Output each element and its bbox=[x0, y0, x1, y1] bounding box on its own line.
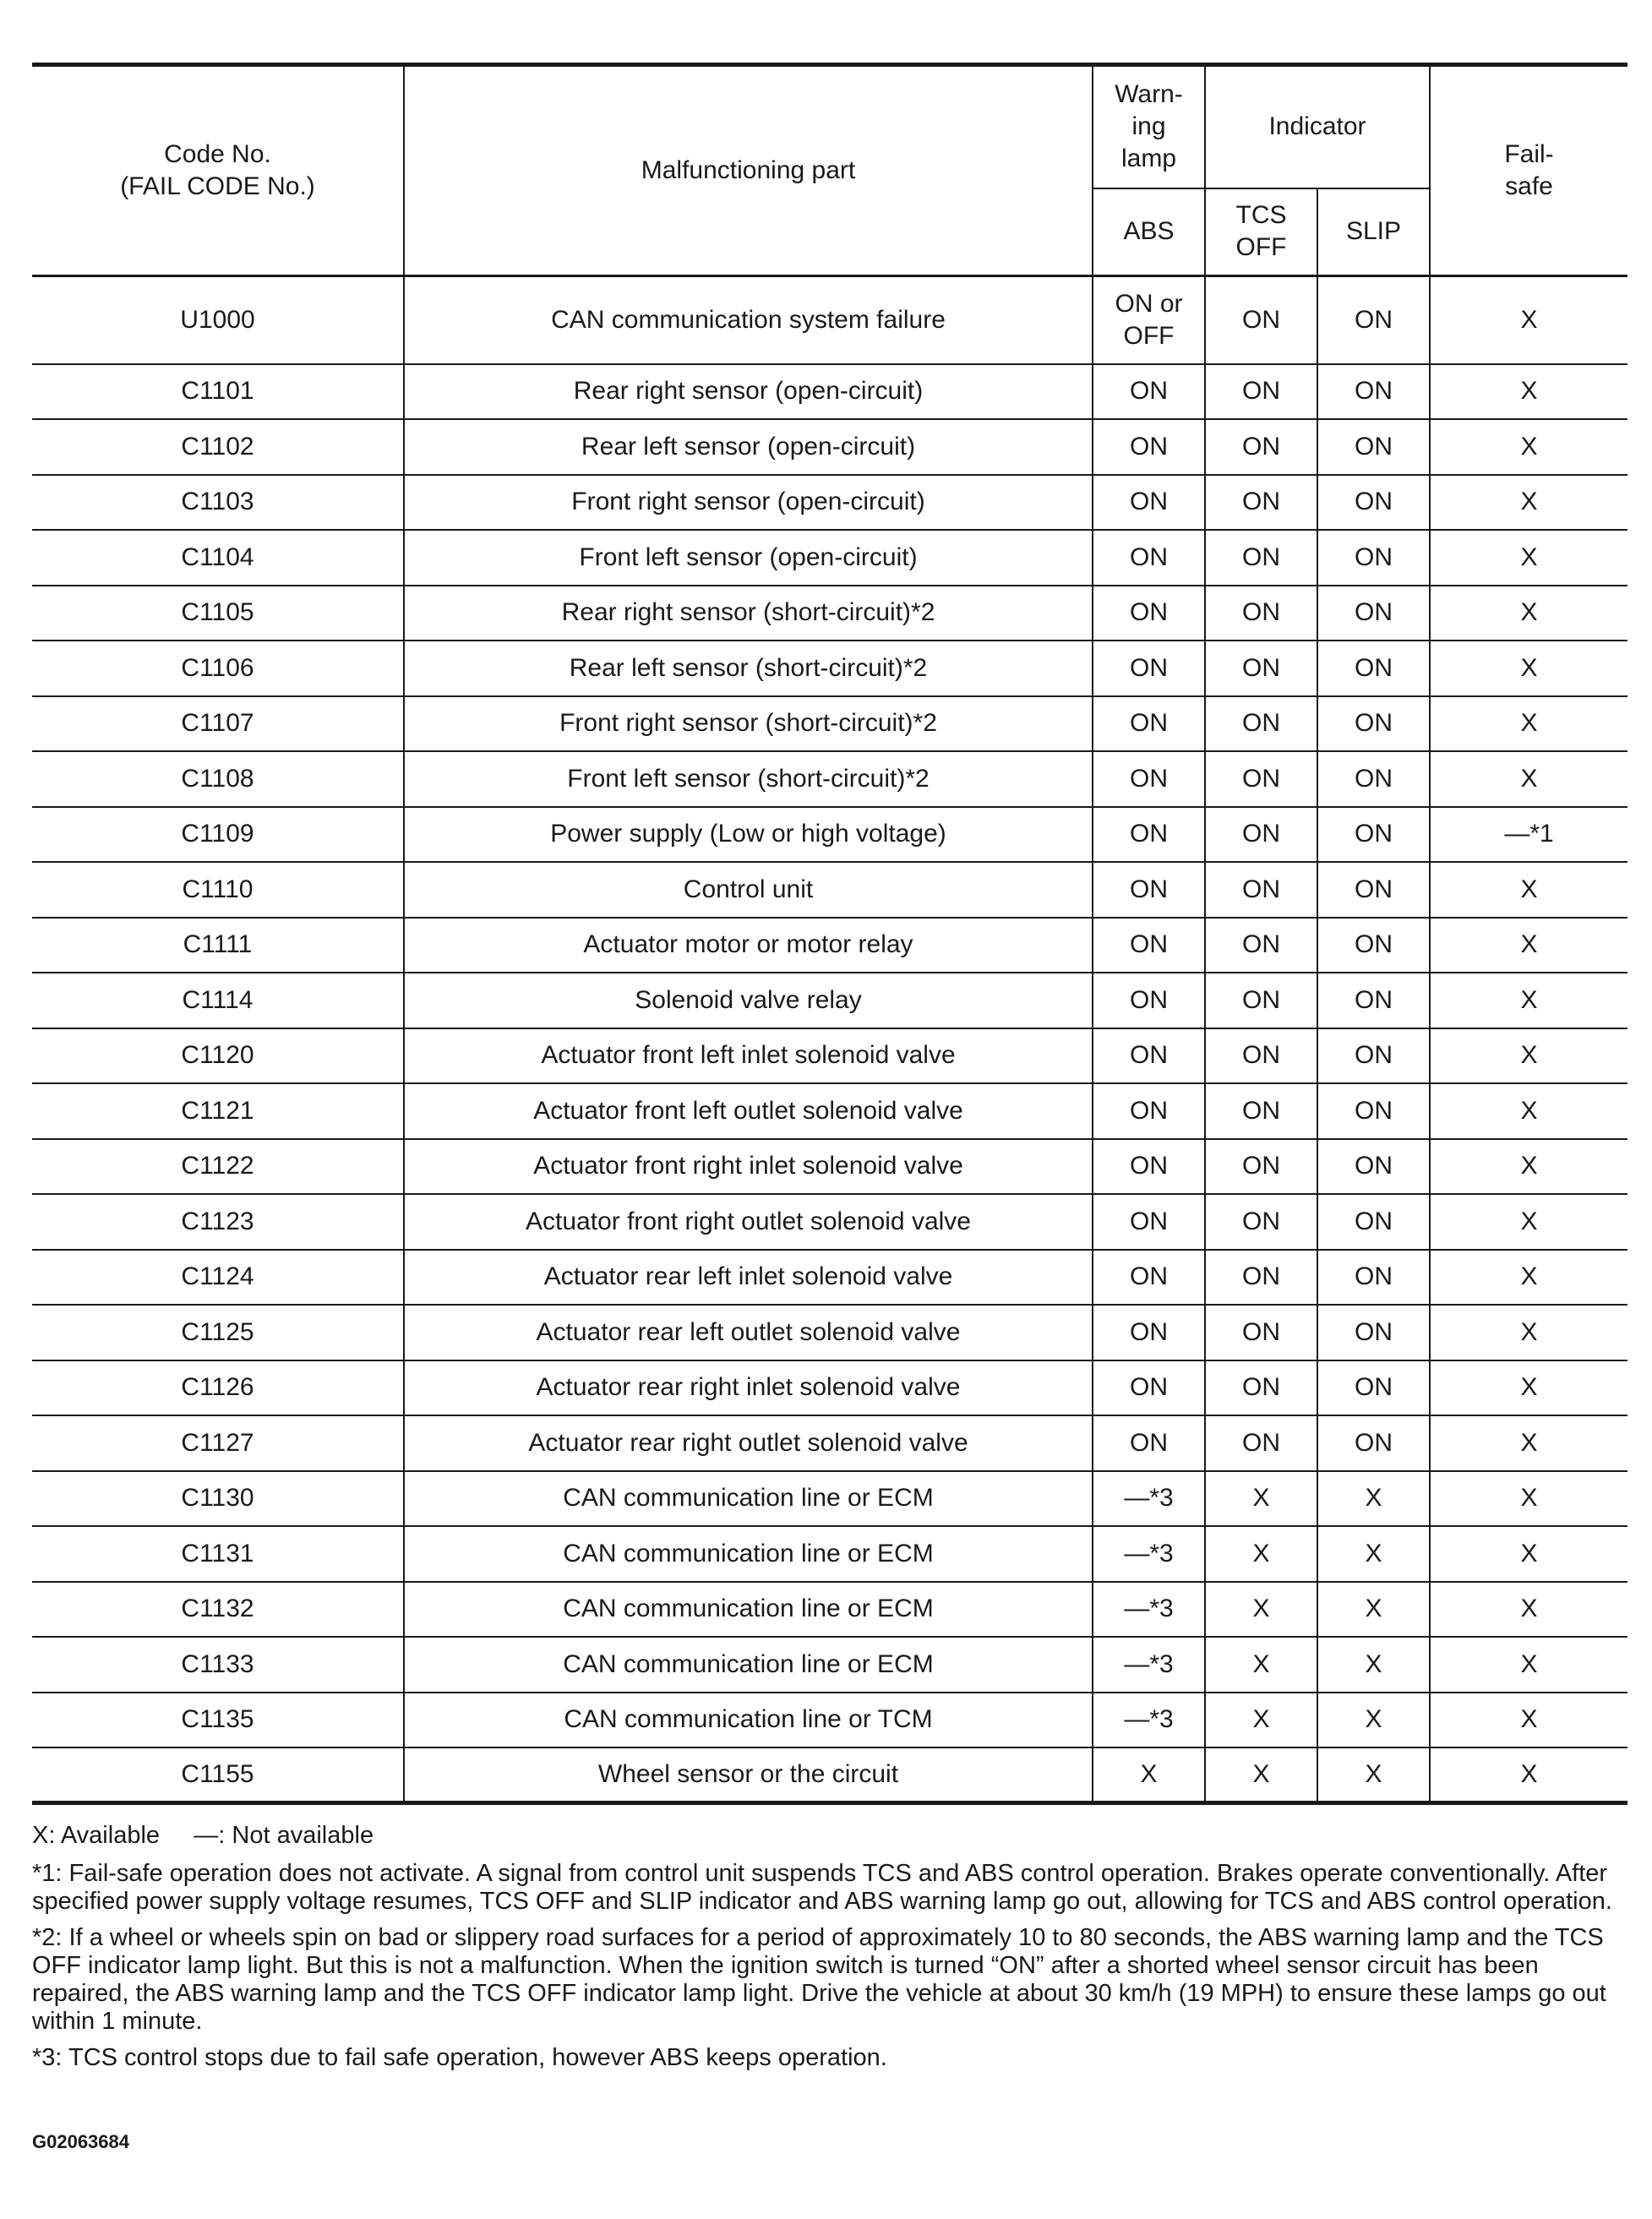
part-cell: Actuator rear left outlet solenoid valve bbox=[404, 1305, 1093, 1360]
header-warning-lamp: Warn- ing lamp bbox=[1093, 65, 1205, 188]
part-cell: Actuator front right outlet solenoid valve bbox=[404, 1194, 1093, 1250]
part-cell: Solenoid valve relay bbox=[404, 973, 1093, 1028]
table-row bbox=[32, 419, 1627, 475]
table-row bbox=[32, 1305, 1627, 1360]
tcs-off-cell: ON bbox=[1205, 862, 1317, 918]
fail-safe-cell: X bbox=[1430, 530, 1627, 586]
abs-cell: X bbox=[1093, 1747, 1205, 1803]
slip-cell: ON bbox=[1317, 1028, 1430, 1084]
abs-cell: ON bbox=[1093, 918, 1205, 973]
table-row bbox=[32, 1693, 1627, 1748]
slip-cell: X bbox=[1317, 1471, 1430, 1527]
tcs-off-cell: ON bbox=[1205, 751, 1317, 807]
part-cell: CAN communication line or TCM bbox=[404, 1693, 1093, 1748]
slip-cell: ON bbox=[1317, 364, 1430, 420]
slip-cell: ON bbox=[1317, 807, 1430, 863]
table-row bbox=[32, 1415, 1627, 1471]
part-cell: Front left sensor (open-circuit) bbox=[404, 530, 1093, 586]
legend-text: X: Available —: Not available bbox=[32, 1822, 374, 1849]
part-cell: Wheel sensor or the circuit bbox=[404, 1747, 1093, 1803]
part-cell: Actuator rear right outlet solenoid valve bbox=[404, 1415, 1093, 1471]
fail-safe-cell: —*1 bbox=[1430, 807, 1627, 863]
tcs-off-cell: ON bbox=[1205, 1360, 1317, 1416]
code-cell: C1133 bbox=[32, 1637, 404, 1693]
tcs-off-cell: ON bbox=[1205, 696, 1317, 752]
code-cell: C1120 bbox=[32, 1028, 404, 1084]
abs-cell: ON bbox=[1093, 364, 1205, 420]
part-cell: Rear right sensor (short-circuit)*2 bbox=[404, 586, 1093, 641]
part-cell: Control unit bbox=[404, 862, 1093, 918]
table-row bbox=[32, 1360, 1627, 1416]
part-cell: Actuator front left inlet solenoid valve bbox=[404, 1028, 1093, 1084]
slip-cell: ON bbox=[1317, 419, 1430, 475]
slip-cell: ON bbox=[1317, 696, 1430, 752]
tcs-off-cell: ON bbox=[1205, 1415, 1317, 1471]
fail-safe-cell: X bbox=[1430, 1250, 1627, 1306]
part-cell: Rear right sensor (open-circuit) bbox=[404, 364, 1093, 420]
abs-cell: —*3 bbox=[1093, 1582, 1205, 1638]
slip-cell: ON bbox=[1317, 1083, 1430, 1139]
slip-cell: ON bbox=[1317, 1305, 1430, 1360]
abs-cell: ON bbox=[1093, 973, 1205, 1028]
part-cell: Actuator front right inlet solenoid valve bbox=[404, 1139, 1093, 1195]
table-row bbox=[32, 807, 1627, 863]
table-row bbox=[32, 1526, 1627, 1582]
fail-safe-cell: X bbox=[1430, 475, 1627, 531]
tcs-off-cell: ON bbox=[1205, 807, 1317, 863]
code-cell: C1130 bbox=[32, 1471, 404, 1527]
slip-cell: ON bbox=[1317, 530, 1430, 586]
code-cell: C1110 bbox=[32, 862, 404, 918]
code-cell: C1108 bbox=[32, 751, 404, 807]
tcs-off-cell: ON bbox=[1205, 1305, 1317, 1360]
table-row bbox=[32, 1083, 1627, 1139]
slip-cell: ON bbox=[1317, 1194, 1430, 1250]
part-cell: CAN communication line or ECM bbox=[404, 1471, 1093, 1527]
tcs-off-cell: X bbox=[1205, 1637, 1317, 1693]
table-row bbox=[32, 862, 1627, 918]
abs-cell: ON bbox=[1093, 1360, 1205, 1416]
part-cell: Power supply (Low or high voltage) bbox=[404, 807, 1093, 863]
code-cell: C1103 bbox=[32, 475, 404, 531]
slip-cell: ON bbox=[1317, 1360, 1430, 1416]
code-cell: C1122 bbox=[32, 1139, 404, 1195]
abs-cell: ON bbox=[1093, 751, 1205, 807]
abs-cell: ON bbox=[1093, 1028, 1205, 1084]
code-cell: C1131 bbox=[32, 1526, 404, 1582]
slip-cell: ON bbox=[1317, 1415, 1430, 1471]
slip-cell: ON bbox=[1317, 586, 1430, 641]
fail-safe-cell: X bbox=[1430, 1471, 1627, 1527]
table-row bbox=[32, 364, 1627, 420]
code-cell: C1109 bbox=[32, 807, 404, 863]
fail-safe-cell: X bbox=[1430, 973, 1627, 1028]
fail-safe-cell: X bbox=[1430, 1194, 1627, 1250]
code-cell: C1101 bbox=[32, 364, 404, 420]
header-abs: ABS bbox=[1093, 188, 1205, 276]
code-cell: C1104 bbox=[32, 530, 404, 586]
abs-cell: ON bbox=[1093, 1083, 1205, 1139]
tcs-off-cell: ON bbox=[1205, 1250, 1317, 1306]
header-slip: SLIP bbox=[1317, 188, 1430, 276]
part-cell: Actuator rear left inlet solenoid valve bbox=[404, 1250, 1093, 1306]
abs-cell: —*3 bbox=[1093, 1471, 1205, 1527]
tcs-off-cell: X bbox=[1205, 1747, 1317, 1803]
slip-cell: X bbox=[1317, 1693, 1430, 1748]
table-row bbox=[32, 1028, 1627, 1084]
tcs-off-cell: ON bbox=[1205, 530, 1317, 586]
code-cell: C1107 bbox=[32, 696, 404, 752]
fail-safe-cell: X bbox=[1430, 1747, 1627, 1803]
abs-cell: ON or OFF bbox=[1093, 276, 1205, 364]
abs-cell: ON bbox=[1093, 1415, 1205, 1471]
table-row bbox=[32, 1637, 1627, 1693]
slip-cell: ON bbox=[1317, 276, 1430, 364]
fail-safe-cell: X bbox=[1430, 1637, 1627, 1693]
abs-cell: ON bbox=[1093, 1194, 1205, 1250]
footnote-1: *1: Fail-safe operation does not activate. A signal from control unit suspends TCS and ABS control operation. Brakes operate conventionally. After specified power supply voltage resumes, TCS OFF and SLIP indicator and ABS warning lamp go out, allowing for TCS and ABS control operation. bbox=[32, 1860, 1612, 1915]
fail-safe-cell: X bbox=[1430, 276, 1627, 364]
code-cell: C1132 bbox=[32, 1582, 404, 1638]
slip-cell: X bbox=[1317, 1637, 1430, 1693]
abs-cell: ON bbox=[1093, 1250, 1205, 1306]
header-fail-safe: Fail- safe bbox=[1430, 65, 1627, 276]
table-row bbox=[32, 973, 1627, 1028]
header-part: Malfunctioning part bbox=[404, 65, 1093, 276]
slip-cell: X bbox=[1317, 1747, 1430, 1803]
tcs-off-cell: ON bbox=[1205, 918, 1317, 973]
table-row bbox=[32, 276, 1627, 364]
header-tcs-off: TCS OFF bbox=[1205, 188, 1317, 276]
table-row bbox=[32, 586, 1627, 641]
code-cell: C1155 bbox=[32, 1747, 404, 1803]
code-cell: C1124 bbox=[32, 1250, 404, 1306]
tcs-off-cell: ON bbox=[1205, 973, 1317, 1028]
code-cell: C1126 bbox=[32, 1360, 404, 1416]
code-cell: C1123 bbox=[32, 1194, 404, 1250]
footnote-2: *2: If a wheel or wheels spin on bad or slippery road surfaces for a period of approximately 10 to 80 seconds, the ABS warning lamp and the TCS OFF indicator lamp light. But this is not a malfunction. When the ignition switch is turned “ON” after a shorted wheel sensor circuit has been repaired, the ABS warning lamp and the TCS OFF indicator lamp light. Drive the vehicle at about 30 km/h (19 MPH) to ensure these lamps go out within 1 minute. bbox=[32, 1924, 1606, 2035]
tcs-off-cell: ON bbox=[1205, 1194, 1317, 1250]
tcs-off-cell: X bbox=[1205, 1693, 1317, 1748]
part-cell: Rear left sensor (open-circuit) bbox=[404, 419, 1093, 475]
fail-safe-cell: X bbox=[1430, 696, 1627, 752]
tcs-off-cell: ON bbox=[1205, 419, 1317, 475]
fail-safe-cell: X bbox=[1430, 1028, 1627, 1084]
part-cell: Front left sensor (short-circuit)*2 bbox=[404, 751, 1093, 807]
fail-safe-cell: X bbox=[1430, 641, 1627, 696]
part-cell: Actuator front left outlet solenoid valve bbox=[404, 1083, 1093, 1139]
abs-cell: ON bbox=[1093, 530, 1205, 586]
table-header-row bbox=[32, 65, 1627, 188]
table-row bbox=[32, 1194, 1627, 1250]
figure-id: G02063684 bbox=[32, 2131, 129, 2152]
document-page bbox=[32, 63, 1627, 1805]
slip-cell: ON bbox=[1317, 1250, 1430, 1306]
code-cell: C1121 bbox=[32, 1083, 404, 1139]
abs-cell: ON bbox=[1093, 475, 1205, 531]
fail-safe-cell: X bbox=[1430, 1360, 1627, 1416]
fail-safe-cell: X bbox=[1430, 1582, 1627, 1638]
fail-safe-cell: X bbox=[1430, 1139, 1627, 1195]
abs-cell: ON bbox=[1093, 862, 1205, 918]
abs-cell: ON bbox=[1093, 807, 1205, 863]
code-cell: C1127 bbox=[32, 1415, 404, 1471]
fail-safe-cell: X bbox=[1430, 751, 1627, 807]
fail-safe-cell: X bbox=[1430, 586, 1627, 641]
footnote-3: *3: TCS control stops due to fail safe operation, however ABS keeps operation. bbox=[32, 2044, 887, 2071]
slip-cell: ON bbox=[1317, 973, 1430, 1028]
tcs-off-cell: ON bbox=[1205, 641, 1317, 696]
fail-safe-cell: X bbox=[1430, 364, 1627, 420]
abs-cell: ON bbox=[1093, 696, 1205, 752]
code-cell: U1000 bbox=[32, 276, 404, 364]
part-cell: CAN communication line or ECM bbox=[404, 1637, 1093, 1693]
tcs-off-cell: ON bbox=[1205, 1028, 1317, 1084]
slip-cell: ON bbox=[1317, 475, 1430, 531]
code-cell: C1105 bbox=[32, 586, 404, 641]
abs-cell: —*3 bbox=[1093, 1693, 1205, 1748]
part-cell: Front right sensor (short-circuit)*2 bbox=[404, 696, 1093, 752]
table-row bbox=[32, 696, 1627, 752]
fail-code-table bbox=[32, 63, 1627, 1805]
fail-safe-cell: X bbox=[1430, 918, 1627, 973]
fail-safe-cell: X bbox=[1430, 1526, 1627, 1582]
fail-safe-cell: X bbox=[1430, 1415, 1627, 1471]
part-cell: Rear left sensor (short-circuit)*2 bbox=[404, 641, 1093, 696]
tcs-off-cell: X bbox=[1205, 1582, 1317, 1638]
table-row bbox=[32, 1582, 1627, 1638]
slip-cell: X bbox=[1317, 1582, 1430, 1638]
part-cell: CAN communication line or ECM bbox=[404, 1526, 1093, 1582]
table-row bbox=[32, 751, 1627, 807]
fail-safe-cell: X bbox=[1430, 1693, 1627, 1748]
fail-safe-cell: X bbox=[1430, 862, 1627, 918]
header-indicator: Indicator bbox=[1205, 65, 1430, 188]
table-row bbox=[32, 530, 1627, 586]
code-cell: C1111 bbox=[32, 918, 404, 973]
table-row bbox=[32, 1139, 1627, 1195]
code-cell: C1114 bbox=[32, 973, 404, 1028]
tcs-off-cell: ON bbox=[1205, 586, 1317, 641]
table-row bbox=[32, 1747, 1627, 1803]
part-cell: CAN communication line or ECM bbox=[404, 1582, 1093, 1638]
code-cell: C1125 bbox=[32, 1305, 404, 1360]
slip-cell: ON bbox=[1317, 1139, 1430, 1195]
code-cell: C1106 bbox=[32, 641, 404, 696]
fail-safe-cell: X bbox=[1430, 1083, 1627, 1139]
tcs-off-cell: X bbox=[1205, 1471, 1317, 1527]
abs-cell: ON bbox=[1093, 1305, 1205, 1360]
slip-cell: ON bbox=[1317, 862, 1430, 918]
slip-cell: X bbox=[1317, 1526, 1430, 1582]
abs-cell: ON bbox=[1093, 419, 1205, 475]
abs-cell: ON bbox=[1093, 1139, 1205, 1195]
part-cell: CAN communication system failure bbox=[404, 276, 1093, 364]
table-row bbox=[32, 1471, 1627, 1527]
part-cell: Actuator rear right inlet solenoid valve bbox=[404, 1360, 1093, 1416]
part-cell: Actuator motor or motor relay bbox=[404, 918, 1093, 973]
table-row bbox=[32, 641, 1627, 696]
tcs-off-cell: ON bbox=[1205, 475, 1317, 531]
fail-safe-cell: X bbox=[1430, 1305, 1627, 1360]
code-cell: C1135 bbox=[32, 1693, 404, 1748]
part-cell: Front right sensor (open-circuit) bbox=[404, 475, 1093, 531]
fail-safe-cell: X bbox=[1430, 419, 1627, 475]
tcs-off-cell: X bbox=[1205, 1526, 1317, 1582]
tcs-off-cell: ON bbox=[1205, 364, 1317, 420]
abs-cell: —*3 bbox=[1093, 1637, 1205, 1693]
footnotes bbox=[32, 1822, 1627, 2080]
abs-cell: ON bbox=[1093, 586, 1205, 641]
slip-cell: ON bbox=[1317, 641, 1430, 696]
slip-cell: ON bbox=[1317, 918, 1430, 973]
tcs-off-cell: ON bbox=[1205, 1083, 1317, 1139]
table-row bbox=[32, 475, 1627, 531]
header-code: Code No. (FAIL CODE No.) bbox=[32, 65, 404, 276]
tcs-off-cell: ON bbox=[1205, 1139, 1317, 1195]
abs-cell: —*3 bbox=[1093, 1526, 1205, 1582]
tcs-off-cell: ON bbox=[1205, 276, 1317, 364]
abs-cell: ON bbox=[1093, 641, 1205, 696]
code-cell: C1102 bbox=[32, 419, 404, 475]
slip-cell: ON bbox=[1317, 751, 1430, 807]
table-row bbox=[32, 918, 1627, 973]
table-row bbox=[32, 1250, 1627, 1306]
